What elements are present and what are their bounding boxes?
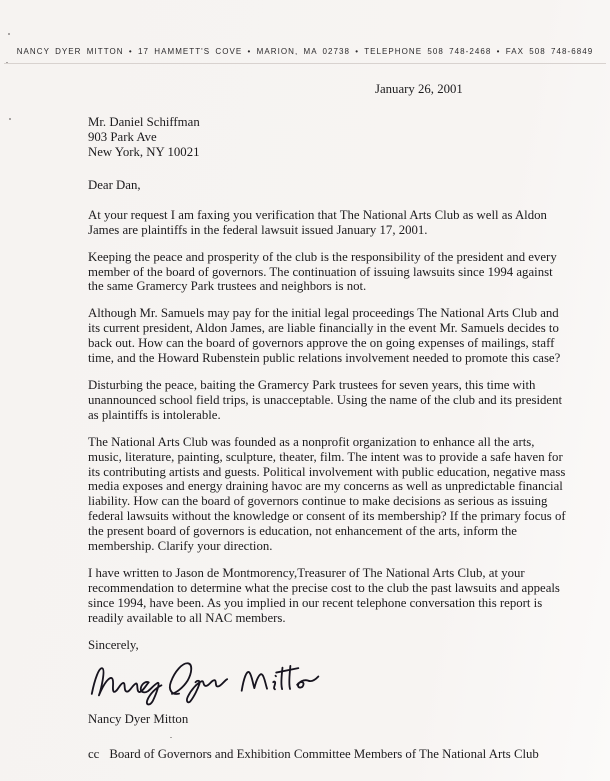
closing: Sincerely,: [88, 637, 139, 652]
recipient-address-block: [88, 115, 568, 160]
cc-label: cc: [88, 747, 100, 762]
recipient-city: New York, NY 10021: [88, 144, 200, 159]
paragraph-2: Keeping the peace and prosperity of the club is the responsibility of the president and every member of the board of governors. The continuation of issuing lawsuits since 1994 against the same Gramercy Park trustees and neighbors is not.: [88, 249, 557, 294]
handwritten-signature: [86, 654, 568, 710]
salutation: Dear Dan,: [88, 177, 141, 192]
letter-date: January 26, 2001: [375, 82, 463, 96]
cc-recipients: Board of Governors and Exhibition Committee Members of The National Arts Club: [109, 747, 539, 762]
letter-body: [88, 82, 568, 762]
signature-ink-icon: [85, 652, 324, 713]
letterhead: NANCY DYER MITTON • 17 HAMMETT'S COVE • MARION, MA 02738 • TELEPHONE 508 748-2468 • FAX 508 748-6849: [16, 47, 594, 56]
paragraph-1: At your request I am faxing you verification that The National Arts Club as well as Aldon James are plaintiffs in the federal lawsuit issued January 17, 2001.: [88, 207, 547, 237]
scan-speck: [9, 118, 11, 120]
typed-signature-name: Nancy Dyer Mitton: [88, 712, 189, 727]
paragraph-6: I have written to Jason de Montmorency,Treasurer of The National Arts Club, at your recommendation to determine what the precise cost to the club the past lawsuits and appeals since 1994, have been. As you implied in our recent telephone conversation this report is readily available to all NAC members.: [88, 565, 560, 625]
paragraph-5: The National Arts Club was founded as a nonprofit organization to enhance all the arts, music, literature, painting, sculpture, theater, film. The intent was to provide a safe haven for its contributing artists and guests. Political involvement with public education, negative mass media exposes and energy draining havoc are my concerns as well as unpredictable financial liability. How can the board of governors continue to make decisions as serious as issuing federal lawsuits without the knowledge or consent of its membership? If the primary focus of the present board of governors is education, not enhancement of the arts, inform the membership. Clarify your direction.: [88, 434, 566, 554]
recipient-street: 903 Park Ave: [88, 129, 157, 144]
paragraph-4: Disturbing the peace, baiting the Gramercy Park trustees for seven years, this time with unannounced school field trips, is unacceptable. Using the name of the club and its president as plaintiffs is intolerable.: [88, 377, 563, 422]
paragraph-3: Although Mr. Samuels may pay for the initial legal proceedings The National Arts Club and its current president, Aldon James, are liable financially in the event Mr. Samuels decides to back out. How can the board of governors approve the on going expenses of mailings, staff time, and the Howard Rubenstein public relations involvement needed to promote this case?: [88, 306, 561, 366]
cc-line: [88, 747, 568, 762]
recipient-name: Mr. Daniel Schiffman: [88, 114, 200, 129]
paragraphs: [88, 208, 568, 626]
letterhead-divider: [4, 63, 606, 64]
scan-speck: [8, 33, 10, 35]
